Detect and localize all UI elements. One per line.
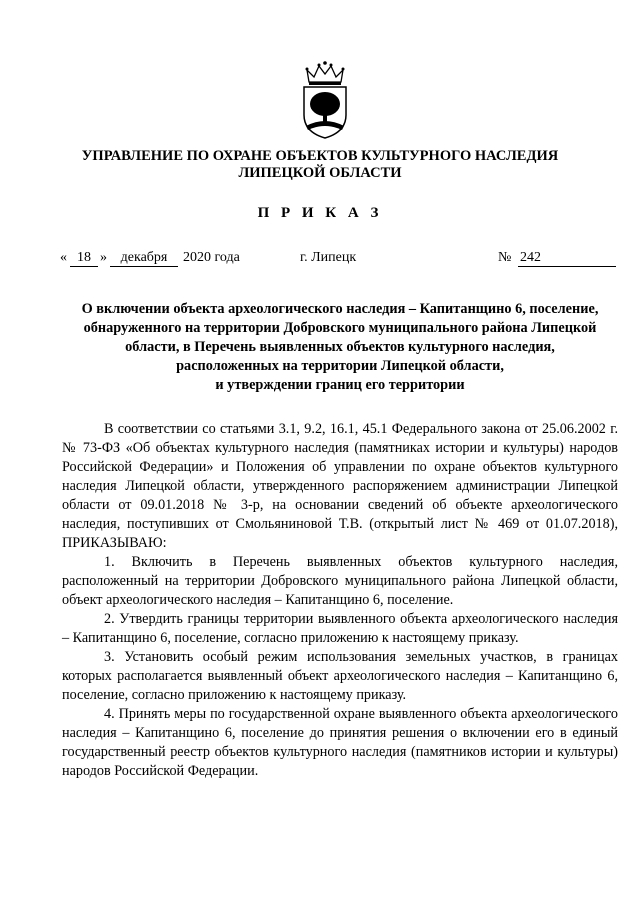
order-year: 2020 года	[183, 250, 240, 265]
quote-open: «	[60, 250, 67, 265]
order-body	[62, 420, 618, 781]
order-day: 18	[70, 250, 98, 267]
title-line-4: расположенных на территории Липецкой области,	[176, 358, 504, 374]
dateline	[60, 250, 616, 270]
item-1-paragraph: 1. Включить в Перечень выявленных объектов культурного наследия, расположенный на территории Добровского муниципального района Липецкой области, объект археологического наследия – Капитанщино 6, поселение.	[62, 554, 618, 608]
item-2-paragraph: 2. Утвердить границы территории выявленного объекта археологического наследия – Капитанщино 6, поселение, согласно приложению к настоящему приказу.	[62, 611, 618, 646]
document-type: П Р И К А З	[257, 205, 383, 221]
item-4-paragraph: 4. Принять меры по государственной охране выявленного объекта археологического наследия – Капитанщино 6, поселение до принятия решения о включении его в единый государственный реестр объектов культурного наследия (памятников истории и культуры) народов Российской Федерации.	[62, 706, 618, 779]
lipetsk-coat-of-arms-icon	[298, 60, 352, 140]
preamble-paragraph: В соответствии со статьями 3.1, 9.2, 16.1, 45.1 Федерального закона от 25.06.2002 г. № 73-ФЗ «Об объектах культурного наследия (памятниках истории и культуры) народов Российской Федерации» и Положения об управлении по охране объектов культурного наследия Липецкой области, утвержденного распоряжением администрации Липецкой области от 09.01.2018 № 3-р, на основании сведений об объекте археологического наследия, поступивших от Смольяниновой Т.В. (открытый лист № 469 от 01.07.2018), ПРИКАЗЫВАЮ:	[62, 421, 618, 551]
order-month: декабря	[110, 250, 178, 267]
order-title	[62, 300, 618, 395]
org-line-1: УПРАВЛЕНИЕ ПО ОХРАНЕ ОБЪЕКТОВ КУЛЬТУРНОГО НАСЛЕДИЯ	[81, 148, 559, 164]
title-line-1: О включении объекта археологического наследия – Капитанщино 6, поселение,	[81, 301, 599, 317]
title-line-5: и утверждении границ его территории	[215, 377, 465, 393]
organization-header	[40, 148, 600, 182]
order-number: 242	[518, 250, 616, 267]
title-line-3: области, в Перечень выявленных объектов культурного наследия,	[125, 339, 555, 355]
order-city: г. Липецк	[300, 250, 357, 265]
item-3-paragraph: 3. Установить особый режим использования земельных участков, в границах которых располагается выявленный объект археологического наследия – Капитанщино 6, поселение, согласно приложению к настоящему приказу.	[62, 649, 618, 703]
quote-close: »	[100, 250, 107, 265]
number-sign: №	[498, 250, 512, 265]
org-line-2: ЛИПЕЦКОЙ ОБЛАСТИ	[238, 165, 402, 181]
title-line-2: обнаруженного на территории Добровского муниципального района Липецкой	[83, 320, 597, 336]
